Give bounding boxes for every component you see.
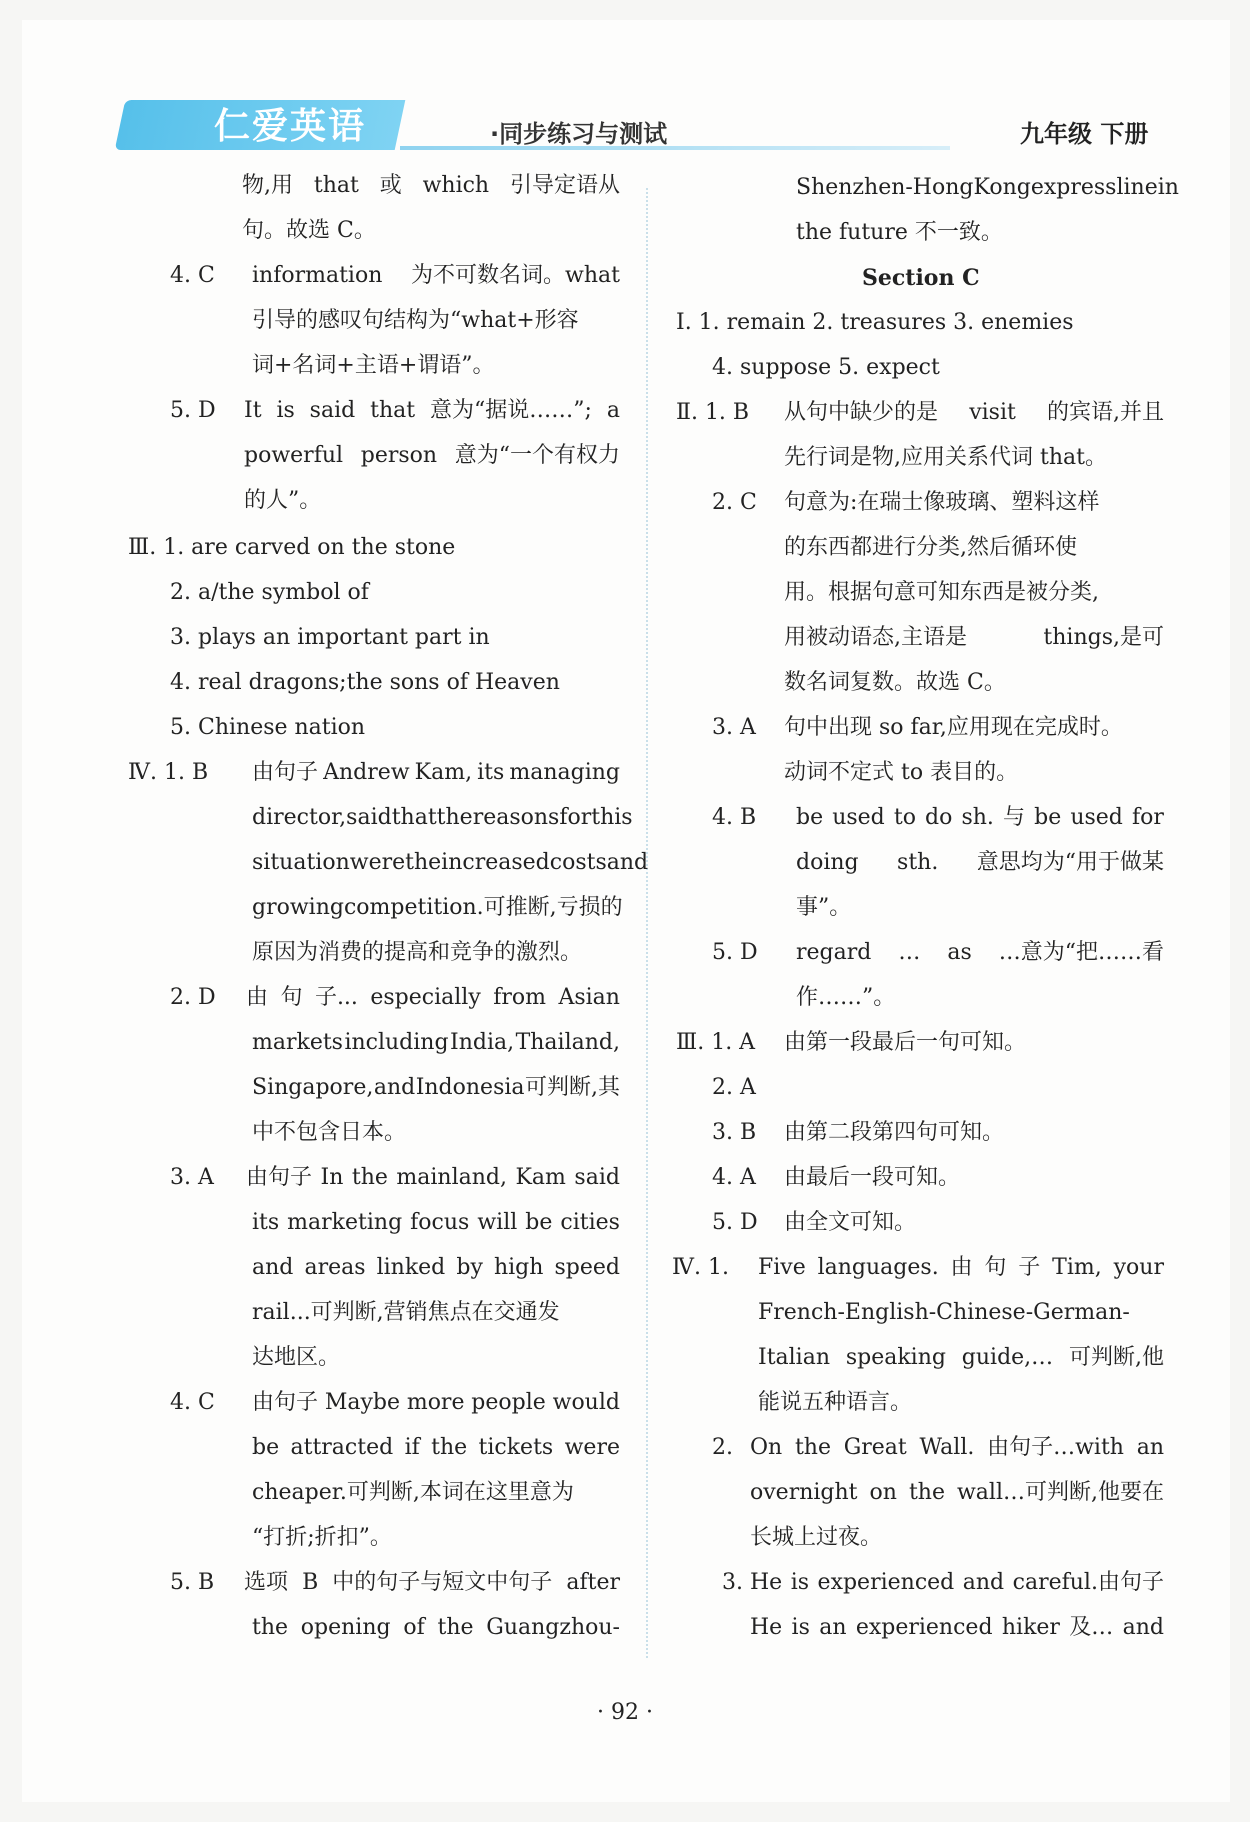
left-line: 中不包含日本。	[252, 1120, 407, 1145]
right-line: 3.	[722, 1570, 743, 1595]
left-line: 由句子 Maybe more people would	[252, 1390, 620, 1415]
left-line: 选项 B 中的句子与短文中句子 after	[244, 1570, 620, 1595]
right-line: 4. A	[712, 1165, 756, 1190]
right-line: 5. D	[712, 1210, 758, 1235]
left-line: situation were the increased costs and	[252, 850, 649, 875]
left-line: It is said that 意为“据说……”; a	[244, 398, 620, 423]
right-line: Ⅳ. 1.	[672, 1255, 729, 1280]
right-line: 句意为:在瑞士像玻璃、塑料这样	[784, 490, 1100, 515]
left-line: its marketing focus will be cities	[252, 1210, 620, 1235]
right-line: Ⅱ. 1. B	[676, 400, 750, 425]
header-logo: 仁爱英语	[214, 106, 367, 147]
left-line: markets including India, Thailand,	[252, 1030, 620, 1055]
right-line: 4. suppose 5. expect	[712, 355, 940, 380]
right-line: He is experienced and careful.由句子	[750, 1570, 1164, 1595]
right-line: 的东西都进行分类,然后循环使	[784, 535, 1077, 560]
left-line: 4. C	[170, 263, 215, 288]
left-line: rail...可判断,营销焦点在交通发	[252, 1300, 560, 1325]
left-line: Ⅳ. 1. B	[128, 760, 209, 785]
right-line: On the Great Wall. 由句子…with an	[750, 1435, 1164, 1460]
right-line: French-English-Chinese-German-	[758, 1300, 1130, 1325]
column-divider	[646, 188, 648, 1658]
right-line: 动词不定式 to 表目的。	[784, 760, 1019, 785]
right-line: 长城上过夜。	[750, 1525, 883, 1550]
right-line: overnight on the wall…可判断,他要在	[750, 1480, 1164, 1505]
right-line: 5. D	[712, 940, 758, 965]
right-line: Ⅰ. 1. remain 2. treasures 3. enemies	[676, 310, 1074, 335]
right-line: 先行词是物,应用关系代词 that。	[784, 445, 1107, 470]
left-line: 4. real dragons;the sons of Heaven	[170, 670, 560, 695]
left-line: 2. a/the symbol of	[170, 580, 369, 605]
left-line: 由 句 子... especially from Asian	[246, 985, 620, 1010]
right-line: 能说五种语言。	[758, 1390, 913, 1415]
left-line: 3. A	[170, 1165, 214, 1190]
page-number: · 92 ·	[597, 1700, 653, 1725]
left-line: 词+名词+主语+谓语”。	[252, 353, 495, 378]
right-line: 作……”。	[796, 985, 896, 1010]
right-line: 3. A	[712, 715, 756, 740]
right-line: 从句中缺少的是 visit 的宾语,并且	[784, 400, 1164, 425]
header-subtitle: ·同步练习与测试	[490, 120, 668, 148]
right-line: 2.	[712, 1435, 733, 1460]
left-line: 5. Chinese nation	[170, 715, 366, 740]
right-line: 用被动语态,主语是 things,是可	[784, 625, 1164, 650]
header-rule	[400, 146, 950, 150]
left-line: “打折;折扣”。	[252, 1525, 392, 1550]
right-line: 由全文可知。	[784, 1210, 917, 1235]
right-line: 用。根据句意可知东西是被分类,	[784, 580, 1099, 605]
left-line: 3. plays an important part in	[170, 625, 490, 650]
left-line: the opening of the Guangzhou-	[252, 1615, 620, 1640]
header-grade: 九年级 下册	[1020, 119, 1149, 148]
right-line: 由第二段第四句可知。	[784, 1120, 1005, 1145]
left-line: 由句子 In the mainland, Kam said	[246, 1165, 620, 1190]
right-line: Italian speaking guide,… 可判断,他	[758, 1345, 1164, 1370]
right-line: be used to do sh. 与 be used for	[796, 805, 1164, 830]
left-line: be attracted if the tickets were	[252, 1435, 620, 1460]
left-line: 由句子 Andrew Kam, its managing	[252, 760, 620, 785]
left-line: 的人”。	[244, 488, 322, 513]
right-line: 由最后一段可知。	[784, 1165, 961, 1190]
right-line: 事”。	[796, 895, 852, 920]
left-line: 物,用 that 或 which 引导定语从	[242, 173, 620, 198]
left-line: information 为不可数名词。what	[252, 263, 620, 288]
right-line: Five languages. 由 句 子 Tim, your	[758, 1255, 1164, 1280]
right-line: 2. C	[712, 490, 757, 515]
left-line: 5. D	[170, 398, 216, 423]
left-line: and areas linked by high speed	[252, 1255, 620, 1280]
left-line: Ⅲ. 1. are carved on the stone	[128, 535, 456, 560]
left-line: 达地区。	[252, 1345, 341, 1370]
right-line: Section C	[862, 265, 980, 291]
right-line: regard … as …意为“把……看	[796, 940, 1164, 965]
left-line: powerful person 意为“一个有权力	[244, 443, 620, 468]
right-line: Shenzhen-Hong Kong express line in	[796, 175, 1179, 200]
right-line: 3. B	[712, 1120, 757, 1145]
left-line: growing competition.可推断,亏损的	[252, 895, 623, 920]
right-line: 2. A	[712, 1075, 756, 1100]
right-line: 4. B	[712, 805, 757, 830]
left-line: Singapore, and Indonesia 可判断,其	[252, 1075, 620, 1100]
right-line: doing sth. 意思均为“用于做某	[796, 850, 1164, 875]
right-line: 句中出现 so far,应用现在完成时。	[784, 715, 1123, 740]
right-line: the future 不一致。	[796, 220, 1003, 245]
left-line: director, said that the reasons for this	[252, 805, 633, 830]
left-line: cheaper.可判断,本词在这里意为	[252, 1480, 574, 1505]
left-line: 5. B	[170, 1570, 215, 1595]
right-line: 数名词复数。故选 C。	[784, 670, 1006, 695]
left-line: 原因为消费的提高和竞争的激烈。	[252, 940, 583, 965]
left-line: 4. C	[170, 1390, 215, 1415]
right-line: He is an experienced hiker 及… and	[750, 1615, 1164, 1640]
left-line: 2. D	[170, 985, 216, 1010]
left-line: 引导的感叹句结构为“what+形容	[252, 308, 579, 333]
left-line: 句。故选 C。	[242, 218, 376, 243]
right-line: 由第一段最后一句可知。	[784, 1030, 1027, 1055]
right-line: Ⅲ. 1. A	[676, 1030, 756, 1055]
